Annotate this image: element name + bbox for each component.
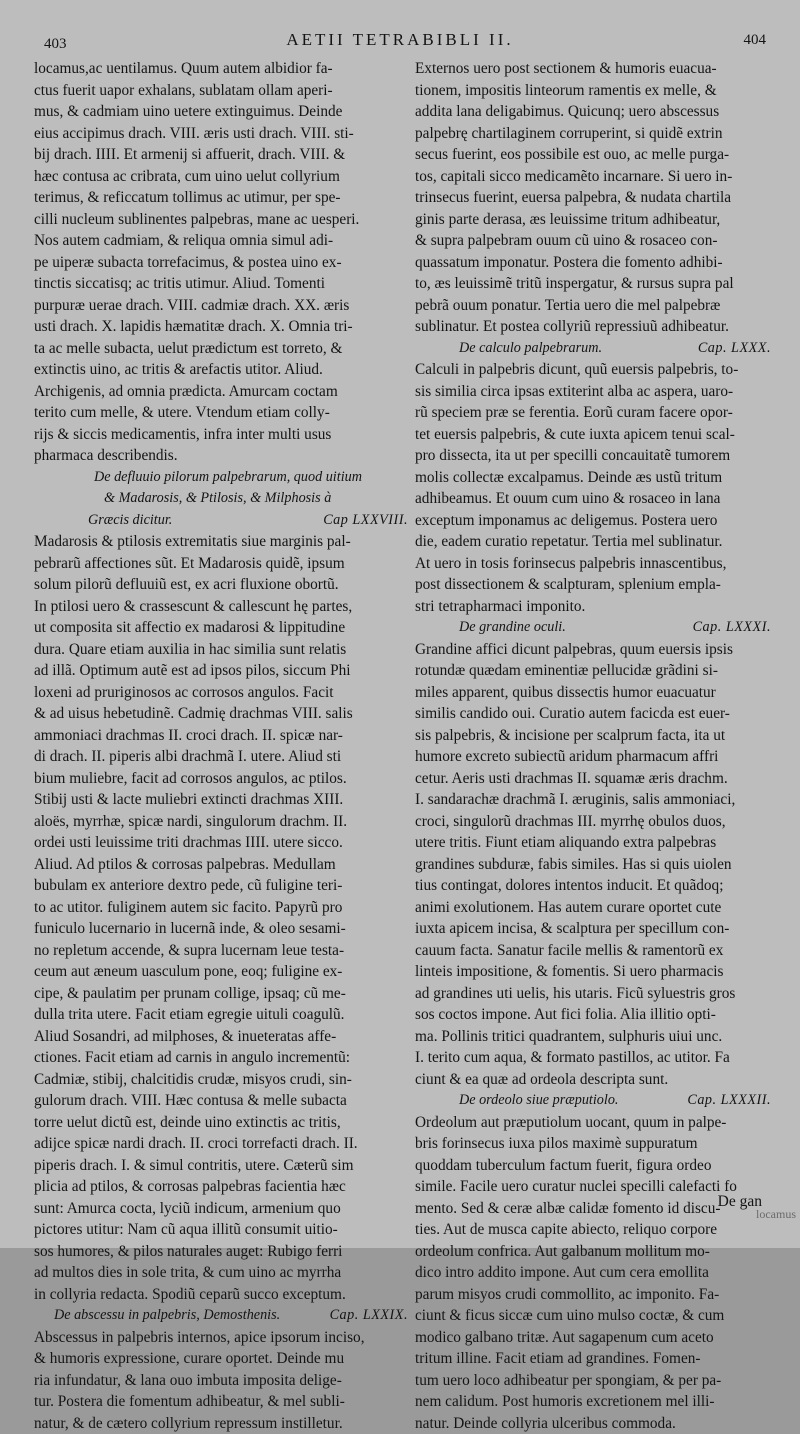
text-line: tet euersis palpebris, & cute iuxta apicem tenui scal-	[415, 424, 773, 446]
left-block-1	[34, 58, 410, 467]
right-block-4	[415, 1112, 773, 1434]
text-line: terito cum melle, & utere. Vtendum etiam colly-	[34, 402, 410, 424]
text-line: cauum facta. Sanatur facile mellis & ramentorũ ex	[415, 940, 773, 962]
text-line: pictores utitur: Nam cũ aqua illitũ consumit uitio-	[34, 1219, 410, 1241]
text-line: tionem, impositis linteorum ramentis ex melle, &	[415, 80, 773, 102]
text-line: Madarosis & ptilosis extremitatis siue marginis pal-	[34, 531, 410, 553]
text-line: dura. Quare etiam auxilia in hac similia sunt relatis	[34, 639, 410, 661]
heading-text: De calculo palpebrarum.	[459, 340, 602, 356]
text-line: secus fuerint, eos possibile est ouo, ac melle purga-	[415, 144, 773, 166]
heading-text: De abscessu in palpebris, Demosthenis.	[54, 1307, 280, 1323]
left-block-2	[34, 531, 410, 1305]
text-line: Stibij usti & lacte muliebri extincti drachmas XIII.	[34, 789, 410, 811]
right-block-3	[415, 639, 773, 1091]
text-line: bubulam ex anteriore dextro pede, cũ fuligine teri-	[34, 875, 410, 897]
text-line: sos coctos impone. Aut fici folia. Alia illitio opti-	[415, 1004, 773, 1026]
left-block-3	[34, 1327, 410, 1434]
text-line: solum pilorũ defluuiũ est, ex acri fluxione obortũ.	[34, 574, 410, 596]
text-line: locamus,ac uentilamus. Quum autem albidior fa-	[34, 58, 410, 80]
text-line: loxeni ad pruriginosos ac corrosos angulos. Facit	[34, 682, 410, 704]
right-block-1	[415, 58, 773, 338]
text-line: tinctis siccatisq; ac tritis utimur. Aliud. Tomenti	[34, 273, 410, 295]
text-line: sos humores, & pilos naturales auget: Rubigo ferri	[34, 1241, 410, 1263]
text-line: cilli nucleum sublinentes palpebras, mane ac uesperi.	[34, 209, 410, 231]
text-line: funiculo lucernario in lucernã inde, & oleo sesami-	[34, 918, 410, 940]
heading-text: De ordeolo siue præputiolo.	[459, 1092, 618, 1108]
text-line: ut composita sit affectio ex madarosi & lippitudine	[34, 617, 410, 639]
text-line: Calculi in palpebris dicunt, quũ euersis palpebris, to-	[415, 359, 773, 381]
text-line: & supra palpebram ouum cũ uino & rosaceo con-	[415, 230, 773, 252]
catchword: De gan	[718, 1193, 762, 1211]
text-line: ordeolum confrica. Aut galbanum mollitum mo-	[415, 1241, 773, 1263]
text-line: gulorum drach. VIII. Hæc contusa & melle subacta	[34, 1090, 410, 1112]
text-line: linteis impositione, & fomentis. Si uero pharmacis	[415, 961, 773, 983]
text-line: to ac utitor. fuliginem autem sic facito. Papyrũ pro	[34, 897, 410, 919]
text-line: dulla trita utere. Facit etiam egregie uituli coagulũ.	[34, 1004, 410, 1026]
text-line: purpuræ uerae drach. VIII. cadmiæ drach. XX. æris	[34, 295, 410, 317]
text-line: die, eadem curatio repetatur. Tertia mel sublinatur.	[415, 531, 773, 553]
book-title: AETII TETRABIBLI II.	[0, 30, 800, 50]
running-head	[0, 28, 800, 58]
text-line: iuxta apicem incisa, & scalptura per specillum con-	[415, 918, 773, 940]
text-line: tos, capitali sicco medicamẽto incarnare. Si uero in-	[415, 166, 773, 188]
text-line: similis candido oui. Curatio autem facicda est euer-	[415, 703, 773, 725]
text-line: In ptilosi uero & crassescunt & callescunt hę partes,	[34, 596, 410, 618]
text-line: trinsecus fuerint, euersa palpebra, & nudata chartila	[415, 187, 773, 209]
text-line: ria infundatur, & lana ouo imbuta imposita delige-	[34, 1370, 410, 1392]
text-line: animi exolutionem. Has autem curare oportet cute	[415, 897, 773, 919]
right-block-2	[415, 359, 773, 617]
text-line: humore excreto subiectũ aridum pharmacum affri	[415, 746, 773, 768]
text-line: piperis drach. I. & simul contritis, utere. Cæterũ sim	[34, 1155, 410, 1177]
text-line: natur, & de cætero collyrium repressum instilletur.	[34, 1413, 410, 1434]
chapter-heading-lxxviii	[34, 467, 410, 532]
heading-line	[34, 510, 410, 532]
right-column	[415, 58, 773, 1434]
text-line: simile. Facile uero curatur nuclei specilli calefacti fo	[415, 1176, 773, 1198]
text-line: post dissectionem & scalpturam, splenium empla-	[415, 574, 773, 596]
text-line: aloës, myrrhæ, spicæ nardi, singulorum drachm. II.	[34, 811, 410, 833]
text-line: Aliud. Ad ptilos & corrosas palpebras. Medullam	[34, 854, 410, 876]
text-line: & ad uisus hebetudinẽ. Cadmię drachmas VIII. salis	[34, 703, 410, 725]
text-line: bij drach. IIII. Et armenij si affuerit, drach. VIII. &	[34, 144, 410, 166]
text-line: sis palpebris, & incisione per scalprum facta, ita ut	[415, 725, 773, 747]
page-number-right: 404	[744, 32, 767, 49]
text-line: ciunt & ea quæ ad ordeola descripta sunt.	[415, 1069, 773, 1091]
text-line: tius contingat, dolores intentos inducit. Et quãdoq;	[415, 875, 773, 897]
text-line: bris forinsecus iuxa pilos maximè suppuratum	[415, 1133, 773, 1155]
text-line: Ordeolum aut præputiolum uocant, quum in palpe-	[415, 1112, 773, 1134]
text-line: dico intro addito impone. Aut cum cera emollita	[415, 1262, 773, 1284]
text-line: natur. Deinde collyria ulceribus commoda.	[415, 1413, 773, 1434]
text-line: pharmaca describendis.	[34, 445, 410, 467]
text-line: plicia ad ptilos, & corrosas palpebras facientia hæc	[34, 1176, 410, 1198]
text-line: ordei usti leuissime triti drachmas IIII. utere sicco.	[34, 832, 410, 854]
heading-line: De defluuio pilorum palpebrarum, quod uitium	[34, 467, 410, 489]
text-line: quassatum imponatur. Postera die fomento adhibi-	[415, 252, 773, 274]
text-line: At uero in tosis forinsecus palpebris innascentibus,	[415, 553, 773, 575]
text-line: pebrarũ affectiones sũt. Et Madarosis quidẽ, ipsum	[34, 553, 410, 575]
text-line: pro dissecta, ita ut per specilli concauitatẽ tumorem	[415, 445, 773, 467]
text-line: pebrã ouum ponatur. Tertia uero die mel palpebræ	[415, 295, 773, 317]
text-line: rijs & siccis medicamentis, infra inter multi usus	[34, 424, 410, 446]
text-line: pe uiperæ subacta torrefacimus, & postea uino ex-	[34, 252, 410, 274]
text-line: ctiones. Facit etiam ad carnis in angulo incrementũ:	[34, 1047, 410, 1069]
chapter-heading-lxxxii	[415, 1090, 773, 1112]
chapter-number: Cap. LXXIX.	[330, 1305, 408, 1327]
chapter-heading-lxxx	[415, 338, 773, 360]
text-line: & humoris expressione, curare oportet. Deinde mu	[34, 1348, 410, 1370]
heading-text: De grandine oculi.	[459, 619, 566, 635]
text-line: terimus, & reficcatum tollimus ac utimur, per spe-	[34, 187, 410, 209]
text-line: to, æs leuissimẽ tritũ inspergatur, & rursus supra pal	[415, 273, 773, 295]
text-line: usti drach. X. lapidis hæmatitæ drach. X. Omnia tri-	[34, 316, 410, 338]
text-line: di drach. II. piperis albi drachmã I. utere. Aliud sti	[34, 746, 410, 768]
text-line: ginis parte derasa, æs leuissime tritum adhibeatur,	[415, 209, 773, 231]
text-line: nem calidum. Post humoris excretionem mel illi-	[415, 1391, 773, 1413]
text-line: ma. Pollinis tritici quadrantem, sulphuris uiui unc.	[415, 1026, 773, 1048]
text-line: Abscessus in palpebris internos, apice ipsorum inciso,	[34, 1327, 410, 1349]
text-line: croci, singulorũ drachmas III. myrrhę obulos duos,	[415, 811, 773, 833]
text-line: molis collectæ excalpamus. Deinde æs ustũ tritum	[415, 467, 773, 489]
chapter-number: Cap. LXXX.	[698, 338, 771, 360]
text-line: rotundæ quædam eminentiæ pellucidæ grãdini si-	[415, 660, 773, 682]
text-line: no repletum accende, & supra lucernam leue testa-	[34, 940, 410, 962]
text-line: cipe, & paulatim per prunam collige, ipsaq; cũ me-	[34, 983, 410, 1005]
text-line: Aliud Sosandri, ad milphoses, & inueteratas affe-	[34, 1026, 410, 1048]
text-line: Cadmiæ, stibij, chalcitidis crudæ, misyos crudi, sin-	[34, 1069, 410, 1091]
text-line: mus, & cadmiam uino uetere extinguimus. Deinde	[34, 101, 410, 123]
text-line: ta ac melle subacta, uelut prædictum est torreto, &	[34, 338, 410, 360]
left-column	[34, 58, 410, 1434]
text-line: adijce spicæ nardi drach. II. croci torrefacti drach. II.	[34, 1133, 410, 1155]
text-line: exceptum imponamus ac deligemus. Postera uero	[415, 510, 773, 532]
chapter-number: Cap LXXVIII.	[323, 510, 408, 532]
heading-line: & Madarosis, & Ptilosis, & Milphosis à	[34, 488, 410, 510]
text-line: tum uero loco adhibeatur per spongiam, & per pa-	[415, 1370, 773, 1392]
chapter-heading-lxxix	[34, 1305, 410, 1327]
text-line: bium muliebre, facit ad corrosos angulos, ac ptilos.	[34, 768, 410, 790]
text-line: miles apparent, quibus dissectis humor euacuatur	[415, 682, 773, 704]
text-line: ctus fuerit uapor exhalans, sublatam ollam aperi-	[34, 80, 410, 102]
text-line: sublinatur. Et postea collyriũ repressiuũ adhibeatur.	[415, 316, 773, 338]
text-line: in collyria redacta. Spodiũ ceparũ succo exceptum.	[34, 1284, 410, 1306]
text-line: Nos autem cadmiam, & reliqua omnia simul adi-	[34, 230, 410, 252]
text-line: torre uelut dictũ est, deinde uino extinctis ac tritis,	[34, 1112, 410, 1134]
text-line: hæc contusa ac cribrata, cum uino uelut collyrium	[34, 166, 410, 188]
text-line: ammoniaci drachmas II. croci drach. II. spicæ nar-	[34, 725, 410, 747]
text-line: Archigenis, ad omnia prædicta. Amurcam coctam	[34, 381, 410, 403]
text-line: ciunt & ficus siccæ cum uino mulso coctæ, & cum	[415, 1305, 773, 1327]
text-line: tur. Postera die fomentum adhibeatur, & mel subli-	[34, 1391, 410, 1413]
chapter-number: Cap. LXXXI.	[693, 617, 771, 639]
edge-bleed-text: locamus	[756, 1207, 796, 1222]
text-line: modico galbano tritæ. Aut sagapenum cum aceto	[415, 1327, 773, 1349]
text-line: addita lana deligabimus. Quicunq; uero abscessus	[415, 101, 773, 123]
text-line: sunt: Amurca cocta, lyciũ indicum, armenium quo	[34, 1198, 410, 1220]
text-line: rũ speciem præ se ferentia. Eorũ curam facere opor-	[415, 402, 773, 424]
text-line: adhibeamus. Et ouum cum uino & rosaceo in lana	[415, 488, 773, 510]
text-line: I. sandarachæ drachmã I. æruginis, salis ammoniaci,	[415, 789, 773, 811]
text-line: parum misyos crudi commollito, ac imponito. Fa-	[415, 1284, 773, 1306]
text-line: palpebrę chartilaginem corruperint, si quidẽ extrin	[415, 123, 773, 145]
text-line: ceum aut æneum uasculum pone, eoq; fuligine ex-	[34, 961, 410, 983]
chapter-heading-lxxxi	[415, 617, 773, 639]
text-line: cetur. Aeris usti drachmas II. squamæ æris drachm.	[415, 768, 773, 790]
text-line: tritum illine. Facit etiam ad grandines. Fomen-	[415, 1348, 773, 1370]
text-line: eius accipimus drach. VIII. æris usti drach. VIII. sti-	[34, 123, 410, 145]
heading-text: Græcis dicitur.	[88, 512, 172, 528]
text-line: utere tritis. Fiunt etiam aliquando extra palpebras	[415, 832, 773, 854]
text-line: grandines subduræ, fabis similes. Has si quis uiolen	[415, 854, 773, 876]
text-line: Grandine affici dicunt palpebras, quum euersis ipsis	[415, 639, 773, 661]
page-number-left: 403	[44, 36, 67, 53]
text-line: I. terito cum aqua, & formato pastillos, ac utitor. Fa	[415, 1047, 773, 1069]
text-line: mento. Sed & ceræ albæ calidæ fomento id discu-	[415, 1198, 773, 1220]
text-line: ad multos dies in sole trita, & cum uino ac myrrha	[34, 1262, 410, 1284]
chapter-number: Cap. LXXXII.	[687, 1090, 771, 1112]
text-line: Externos uero post sectionem & humoris euacua-	[415, 58, 773, 80]
text-line: sis similia circa ipsas extiterint alba ac aspera, uaro-	[415, 381, 773, 403]
text-line: ad grandines uti uelis, his utaris. Ficũ syluestris gros	[415, 983, 773, 1005]
text-line: stri tetrapharmaci imponito.	[415, 596, 773, 618]
text-line: extinctis uino, ac tritis & arefactis utitor. Aliud.	[34, 359, 410, 381]
text-line: quoddam tuberculum factum fuerit, figura ordeo	[415, 1155, 773, 1177]
text-line: ad illã. Optimum autẽ est ad ipsos pilos, siccum Phi	[34, 660, 410, 682]
text-line: ties. Aut de musca capite abiecto, reliquo corpore	[415, 1219, 773, 1241]
